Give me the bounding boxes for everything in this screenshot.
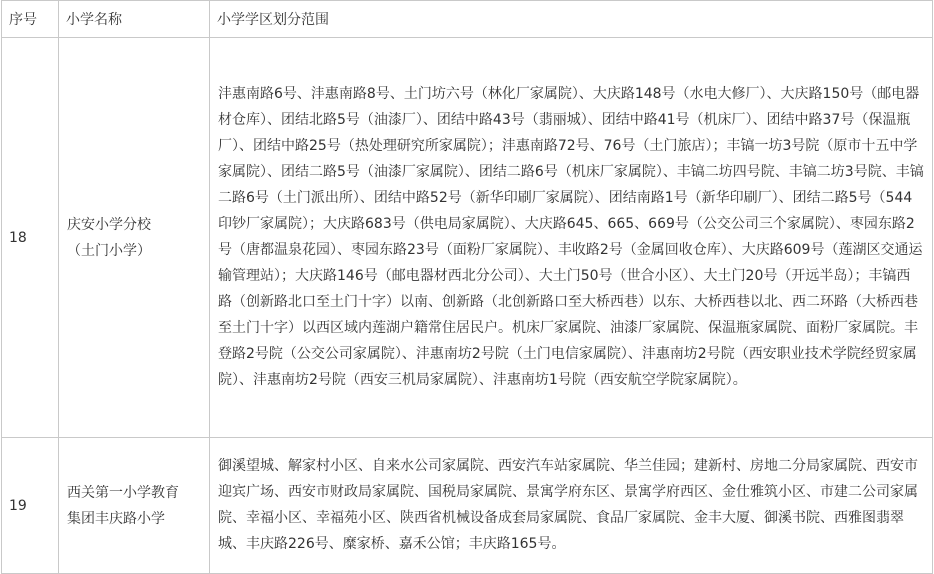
school-name-line: （土门小学） [67,242,151,259]
district-scope: 御溪望城、解家村小区、自来水公司家属院、西安汽车站家属院、华兰佳园；建新村、房地二分局家属院、西安市迎宾广场、西安市财政局家属院、国税局家属院、景寓学府东区、景寓学府西区、金仕雅筑小区、市建二公司家属院、幸福小区、幸福苑小区、陕西省机械设备成套局家属院、食品厂家属院、金丰大厦、御溪书院、西雅图翡翠城、丰庆路226号、糜家桥、嘉禾公馆；丰庆路165号。 [210,438,933,574]
header-scope-label: 小学学区划分范围 [217,12,329,28]
table-row [2,438,933,574]
school-district-table [1,0,933,574]
row-number: 19 [2,438,59,574]
school-name-line: 集团丰庆路小学 [67,510,165,527]
header-name-label: 小学名称 [66,12,122,28]
table-row [2,38,933,438]
school-name [59,38,210,438]
district-scope: 沣惠南路6号、沣惠南路8号、土门坊六号（林化厂家属院）、大庆路148号（水电大修厂）、大庆路150号（邮电器材仓库）、团结北路5号（油漆厂）、团结中路43号（翡丽城）、团结中路41号（机床厂）、团结中路37号（保温瓶厂）、团结中路25号（热处理研究所家属院）；沣惠南路72号、76号（土门旅店）；丰镐一坊3号院（原市十五中学家属院）、团结二路5号（油漆厂家属院）、团结二路6号（机床厂家属院）、丰镐二坊四号院、丰镐二坊3号院、丰镐二路6号（土门派出所）、团结中路52号（新华印刷厂家属院）、团结南路1号（新华印刷厂）、团结二路5号（544印钞厂家属院）；大庆路683号（供电局家属院）、大庆路645、665、669号（公交公司三个家属院）、枣园东路2号（唐都温泉花园）、枣园东路23号（面粉厂家属院）、丰收路2号（金属回收仓库）、大庆路609号（莲湖区交通运输管理站）；大庆路146号（邮电器材西北分公司）、大土门50号（世合小区）、大土门20号（开远半岛）；丰镐西路（创新路北口至土门十字）以南、创新路（北创新路口至大桥西巷）以东、大桥西巷以北、西二环路（大桥西巷至土门十字）以西区域内莲湖户籍常住居民户。机床厂家属院、油漆厂家属院、保温瓶家属院、面粉厂家属院。丰登路2号院（公交公司家属院）、沣惠南坊2号院（土门电信家属院）、沣惠南坊2号院（西安职业技术学院经贸家属院）、沣惠南坊2号院（西安三机局家属院）、沣惠南坊1号院（西安航空学院家属院）。 [210,38,933,438]
table-header-row [2,1,933,38]
header-scope [210,1,933,38]
school-name [59,438,210,574]
row-number: 18 [2,38,59,438]
school-name-line: 庆安小学分校 [67,216,151,233]
header-name [59,1,210,38]
header-no-label: 序号 [9,12,37,28]
header-no [2,1,59,38]
school-name-line: 西关第一小学教育 [67,484,179,501]
